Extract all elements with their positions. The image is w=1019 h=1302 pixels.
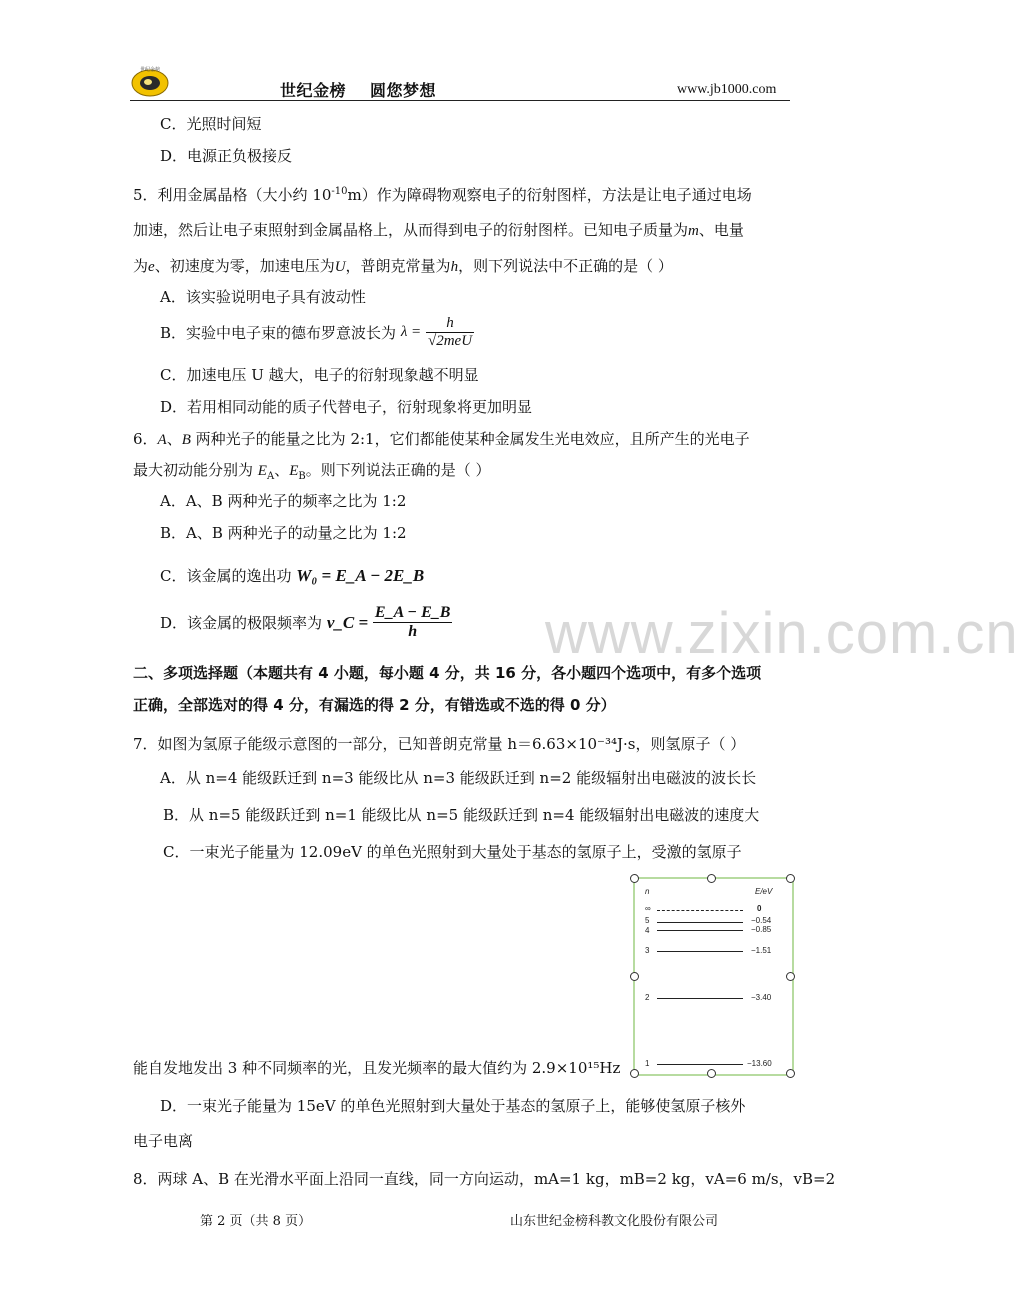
q5-option-d: D．若用相同动能的质子代替电子，衍射现象将更加明显 bbox=[160, 398, 533, 416]
q8-line-1: 8．两球 A、B 在光滑水平面上沿同一直线，同一方向运动，mA=1 kg，mB=2 kg，vA=6 m/s，vB=2 bbox=[133, 1170, 836, 1188]
footer-page-number: 第 2 页（共 8 页） bbox=[200, 1214, 312, 1229]
energy-level-line bbox=[657, 951, 743, 952]
resize-handle[interactable] bbox=[786, 972, 795, 981]
q7-option-d-line-2: 电子电离 bbox=[133, 1132, 194, 1150]
section2-line-2: 正确，全部选对的得 4 分，有漏选的得 2 分，有错选或不选的得 0 分） bbox=[133, 696, 616, 714]
q6-option-b: B．A、B 两种光子的动量之比为 1:2 bbox=[160, 524, 407, 542]
q7-option-d-line-1: D．一束光子能量为 15eV 的单色光照射到大量处于基态的氢原子上，能够使氢原子核外 bbox=[160, 1097, 746, 1115]
q7-option-b: B．从 n=5 能级跃迁到 n=1 能级比从 n=5 能级跃迁到 n=4 能级辐射出电磁波的速度大 bbox=[163, 806, 760, 824]
resize-handle[interactable] bbox=[786, 1069, 795, 1078]
q6-line-2: 最大初动能分别为 $E_A$、$E_B$。则下列说法正确的是（ ） bbox=[133, 461, 491, 482]
q4-option-d: D．电源正负极接反 bbox=[160, 147, 293, 165]
energy-level-line bbox=[657, 998, 743, 999]
q5-line-2: 加速，然后让电子束照射到金属晶格上，从而得到电子的衍射图样。已知电子质量为m、电量 bbox=[133, 221, 744, 239]
level-energy-label: −1.51 bbox=[751, 946, 772, 955]
energy-axis-label: E/eV bbox=[755, 887, 773, 896]
section2-line-1: 二、多项选择题（本题共有 4 小题，每小题 4 分，共 16 分，各小题四个选项中，有多个选项 bbox=[133, 664, 762, 682]
energy-level-line bbox=[657, 1064, 743, 1065]
resize-handle[interactable] bbox=[630, 874, 639, 883]
q5-option-b: B．实验中电子束的德布罗意波长为 λ = $\frac{h}{\text{√2meU}}$ bbox=[160, 315, 473, 349]
q7-option-a: A．从 n=4 能级跃迁到 n=3 能级比从 n=3 能级跃迁到 n=2 能级辐射出电磁波的波长长 bbox=[160, 769, 757, 787]
level-n-label: 4 bbox=[645, 926, 650, 935]
n-axis-label: n bbox=[645, 887, 650, 896]
q4-option-c: C．光照时间短 bbox=[160, 115, 262, 133]
q7-stem: 7．如图为氢原子能级示意图的一部分，已知普朗克常量 h＝6.63×10⁻³⁴J·s，则氢原子（ ） bbox=[133, 735, 746, 753]
level-n-label: ∞ bbox=[645, 904, 651, 913]
resize-handle[interactable] bbox=[707, 1069, 716, 1078]
level-energy-label: −0.54 bbox=[751, 916, 772, 925]
level-n-label: 3 bbox=[645, 946, 650, 955]
header-slogan: 圆您梦想 bbox=[370, 81, 437, 100]
level-n-label: 1 bbox=[645, 1059, 650, 1068]
logo-icon bbox=[130, 64, 170, 98]
energy-level-line bbox=[657, 930, 743, 931]
energy-level-line bbox=[657, 922, 743, 923]
resize-handle[interactable] bbox=[630, 1069, 639, 1078]
q6-line-1: 6．A、B 两种光子的能量之比为 2:1，它们都能使某种金属发生光电效应，且所产生的光电子 bbox=[133, 430, 750, 448]
q7-option-c-line-1: C．一束光子能量为 12.09eV 的单色光照射到大量处于基态的氢原子上，受激的氢原子 bbox=[163, 843, 742, 861]
header-brand: 世纪金榜 bbox=[280, 81, 347, 100]
energy-level-diagram[interactable] bbox=[633, 877, 794, 1076]
q6-option-d: D．该金属的极限频率为 ν_C = E_A − E_B h bbox=[160, 604, 451, 640]
level-energy-label: 0 bbox=[757, 904, 762, 913]
level-energy-label: −0.85 bbox=[751, 925, 772, 934]
level-n-label: 5 bbox=[645, 916, 650, 925]
q6-option-c: C．该金属的逸出功 W₀ = E_A − 2E_B bbox=[160, 566, 425, 585]
resize-handle[interactable] bbox=[786, 874, 795, 883]
header-url: www.jb1000.com bbox=[677, 82, 777, 97]
q6-threshold-formula: E_A − E_B h bbox=[374, 604, 451, 640]
q5-line-3: 为e、初速度为零，加速电压为U，普朗克常量为h，则下列说法中不正确的是（ ） bbox=[133, 257, 673, 275]
level-energy-label: −3.40 bbox=[751, 993, 772, 1002]
header-divider bbox=[130, 100, 790, 101]
resize-handle[interactable] bbox=[630, 972, 639, 981]
q5-option-a: A．该实验说明电子具有波动性 bbox=[160, 288, 366, 306]
level-energy-label: −13.60 bbox=[747, 1059, 772, 1068]
q5-wavelength-formula: $\frac{h}{\text{√2meU}}$ bbox=[427, 315, 473, 349]
q6-option-a: A．A、B 两种光子的频率之比为 1:2 bbox=[160, 492, 407, 510]
footer-company: 山东世纪金榜科教文化股份有限公司 bbox=[510, 1214, 719, 1229]
level-n-label: 2 bbox=[645, 993, 650, 1002]
q5-option-c: C．加速电压 U 越大，电子的衍射现象越不明显 bbox=[160, 366, 479, 384]
watermark: www.zixin.com.cn bbox=[545, 601, 1019, 666]
resize-handle[interactable] bbox=[707, 874, 716, 883]
svg-text:世纪金榜: 世纪金榜 bbox=[139, 67, 161, 73]
q7-option-c-line-2: 能自发地发出 3 种不同频率的光，且发光频率的最大值约为 2.9×10¹⁵Hz bbox=[133, 1059, 621, 1077]
q5-line-1: 5．利用金属晶格（大小约 $10^{-10}m$）作为障碍物观察电子的衍射图样，方法是让电子通过电场 bbox=[133, 186, 752, 204]
energy-level-line bbox=[657, 910, 743, 911]
